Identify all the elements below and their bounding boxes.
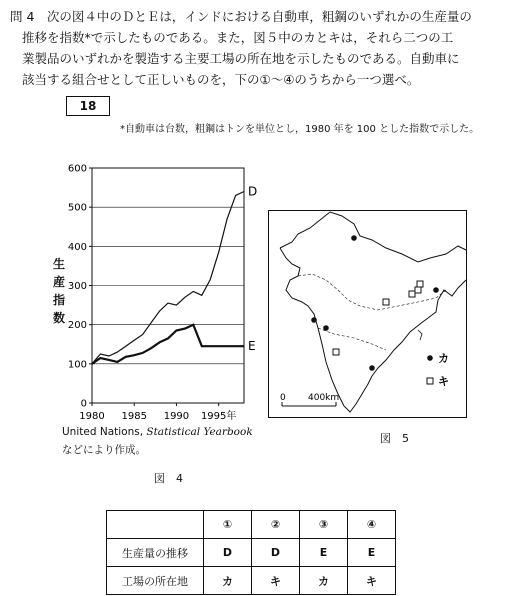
row-label: 生産量の推移 [107, 539, 204, 567]
figure5-map [268, 210, 468, 418]
scale-label: 400km [308, 393, 340, 403]
y-tick-label: 100 [67, 359, 87, 371]
footnote: *自動車は台数，粗鋼はトンを単位とし，1980 年を 100 とした指数で示した。 [120, 124, 480, 135]
y-tick-label: 600 [67, 163, 87, 175]
y-tick-label: 400 [67, 241, 87, 253]
factory-square-ki [383, 299, 389, 305]
series-label-D: D [248, 184, 258, 199]
options-row-trend [107, 539, 396, 567]
x-tick-label: 1990 [163, 411, 190, 422]
option-cell: D [204, 539, 252, 567]
scale-zero: 0 [280, 393, 286, 403]
series-lines [92, 185, 257, 364]
legend-ka-label: カ [438, 352, 449, 365]
options-table [106, 510, 396, 595]
x-tick-label: 1985 [121, 411, 147, 422]
source-prefix: United Nations, [62, 426, 144, 438]
option-cell: D [252, 539, 300, 567]
factory-dot-ka [369, 365, 375, 371]
option-cell: E [348, 539, 396, 567]
y-gridlines [92, 168, 244, 403]
x-tick-label: 1995年 [200, 411, 237, 422]
options-row-location [107, 567, 396, 595]
answer-number-box: 18 [66, 96, 110, 116]
legend-ki-label: キ [438, 375, 449, 388]
internal-border-1 [298, 274, 446, 310]
series-label-E: E [248, 339, 256, 354]
map-frame [269, 211, 467, 418]
option-cell: キ [252, 567, 300, 595]
question-line-3: 業製品のいずれかを製造する主要工場の所在地を示したものである。自動車に [22, 51, 460, 66]
option-header-1: ① [204, 511, 252, 539]
series-line-E [92, 325, 244, 364]
factory-square-ki [417, 281, 423, 287]
ylabel-char: 生 [52, 257, 65, 271]
factory-square-ki [415, 287, 421, 293]
x-tick-labels [79, 403, 236, 422]
figure4-chart [67, 160, 270, 425]
question-text [10, 6, 515, 90]
internal-border-2 [318, 328, 386, 350]
question-line-2: 推移を指数*で示したものである。また，図５中のカとキは，それら二つの工 [22, 30, 454, 45]
factory-square-ki [409, 291, 415, 297]
y-tick-label: 200 [67, 320, 87, 332]
option-header-2: ② [252, 511, 300, 539]
option-header-4: ④ [348, 511, 396, 539]
option-header-3: ③ [300, 511, 348, 539]
option-cell: カ [300, 567, 348, 595]
option-cell: キ [348, 567, 396, 595]
factory-square-ki [333, 349, 339, 355]
row-label: 工場の所在地 [107, 567, 204, 595]
figure4-source-line2: などにより作成。 [62, 444, 146, 456]
y-tick-label: 0 [80, 398, 87, 410]
y-axis-label [52, 255, 66, 327]
figure5-caption: 図 5 [380, 432, 409, 445]
y-tick-label: 500 [67, 202, 87, 214]
y-tick-labels [68, 164, 92, 410]
legend-ki-square [427, 378, 433, 384]
x-tick-label: 1980 [79, 411, 105, 422]
y-tick-label: 300 [67, 281, 87, 292]
ylabel-char: 指 [52, 293, 65, 307]
ylabel-char: 産 [52, 275, 65, 289]
question-line-1: 問 4 次の図４中のＤとＥは，インドにおける自動車，粗鋼のいずれかの生産量の [10, 9, 472, 24]
options-header-row [107, 511, 396, 539]
factory-dot-ka [311, 317, 317, 323]
option-cell: E [300, 539, 348, 567]
legend-ka-dot [427, 355, 433, 361]
option-cell: カ [204, 567, 252, 595]
ylabel-char: 数 [52, 311, 65, 325]
factory-dot-ka [351, 235, 357, 241]
question-line-4: 該当する組合せとして正しいものを，下の①～④のうちから一つ選べ。 [22, 72, 420, 87]
figure4-caption: 図 4 [154, 472, 183, 485]
factory-dot-ka [323, 325, 329, 331]
options-corner-cell [107, 511, 204, 539]
factory-markers [311, 235, 439, 371]
factory-dot-ka [433, 287, 439, 293]
figure4-source [62, 426, 253, 438]
source-title: Statistical Yearbook [146, 426, 253, 438]
bay-of-bengal-coast-island [418, 330, 422, 340]
